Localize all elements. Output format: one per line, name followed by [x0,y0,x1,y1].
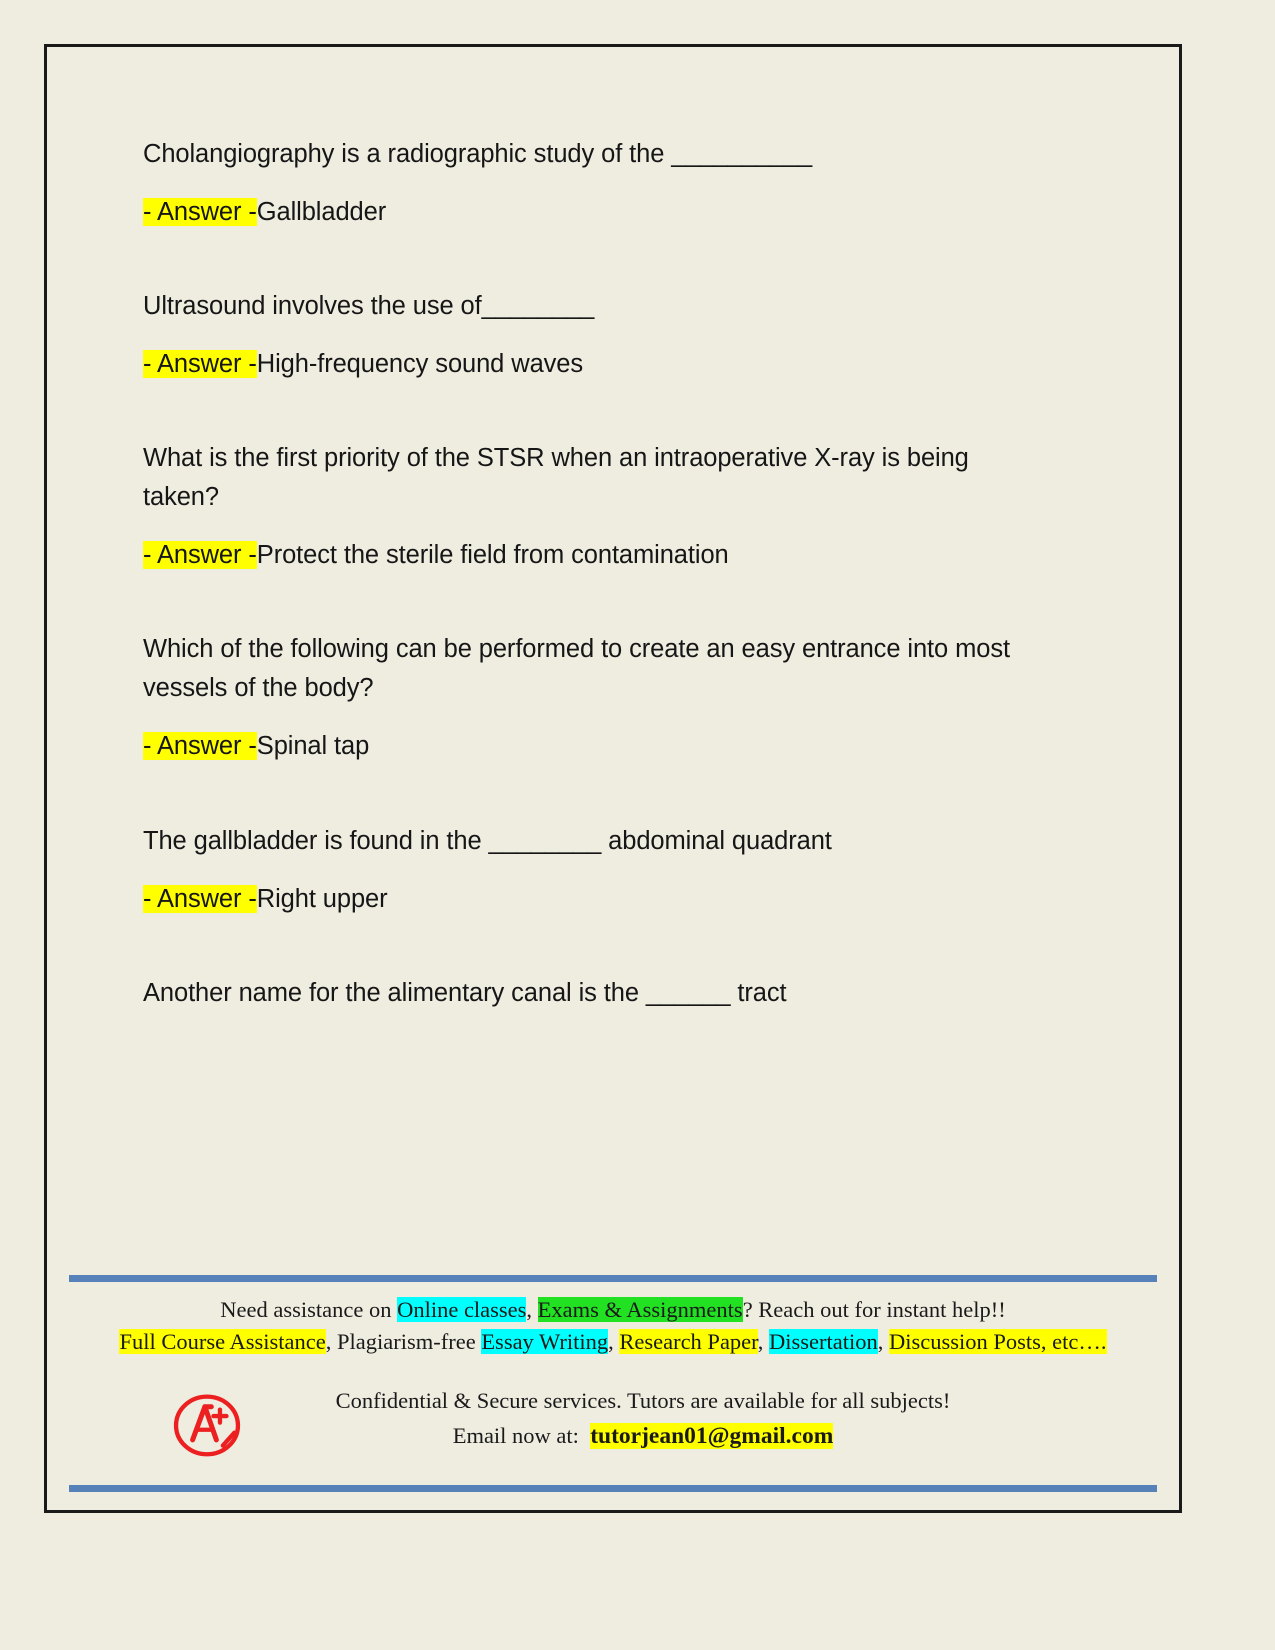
promo-comma-1: , [526,1297,538,1322]
promo-online-classes: Online classes [397,1297,527,1322]
document-page [44,44,1182,1513]
promo-sep-3: , [757,1329,770,1355]
answer-line [143,730,1043,763]
question-text: What is the first priority of the STSR when an intraoperative X-ray is being taken? [143,444,969,512]
answer-line [143,883,1043,916]
answer-text: Gallbladder [256,198,387,226]
footer-bottom-divider [69,1485,1157,1492]
footer-content [47,1295,1179,1474]
email-prefix: Email now at: [452,1422,579,1448]
promo-exams-assignments: Exams & Assignments [537,1297,743,1322]
promo-essay-writing: Essay Writing [481,1329,609,1355]
answer-text: Spinal tap [256,732,370,761]
email-line [107,1418,1179,1454]
promo-line-1 [47,1295,1179,1325]
promo-sep-4: , [877,1329,889,1355]
promo-line-2 [47,1327,1179,1357]
promo-discussion-posts: Discussion Posts, etc…. [889,1329,1107,1355]
qa-item [143,630,1043,763]
qa-list [143,135,1043,1035]
promo-text-lead: Need assistance on [220,1297,398,1322]
promo-text-tail: ? Reach out for instant help!! [742,1297,1006,1322]
promo-sep-1: , Plagiarism-free [325,1329,482,1355]
email-address[interactable]: tutorjean01@gmail.com [590,1422,834,1449]
answer-line [143,196,1043,229]
answer-label: - Answer - [143,732,257,761]
answer-line [143,348,1043,381]
question-text: Ultrasound involves the use of________ [143,292,595,321]
qa-item [143,974,1043,1013]
a-plus-logo-icon [171,1388,243,1460]
promo-research-paper: Research Paper [619,1329,758,1355]
answer-label: - Answer - [143,350,257,379]
answer-text: Protect the sterile field from contamination [256,541,729,570]
qa-item [143,287,1043,381]
answer-line [143,539,1043,572]
qa-item [143,822,1043,916]
answer-text: High-frequency sound waves [256,350,584,379]
confidential-line: Confidential & Secure services. Tutors are available for all subjects! [335,1387,951,1413]
question-text: Which of the following can be performed to create an easy entrance into most vessels of the body? [143,635,1010,703]
qa-item [143,439,1043,572]
promo-full-course: Full Course Assistance [119,1329,326,1355]
question-text: The gallbladder is found in the ________ abdominal quadrant [143,826,832,855]
question-text: Cholangiography is a radiographic study of the __________ [143,140,813,168]
answer-label: - Answer - [143,198,257,226]
promo-dissertation: Dissertation [769,1329,878,1355]
question-text: Another name for the alimentary canal is the ______ tract [143,978,787,1007]
answer-label: - Answer - [143,884,257,913]
answer-text: Right upper [256,884,388,913]
footer-bottom-row [47,1384,1179,1474]
answer-label: - Answer - [143,541,257,570]
footer [47,1275,1179,1510]
qa-item [143,135,1043,229]
footer-top-divider [69,1275,1157,1282]
promo-sep-2: , [608,1329,620,1355]
